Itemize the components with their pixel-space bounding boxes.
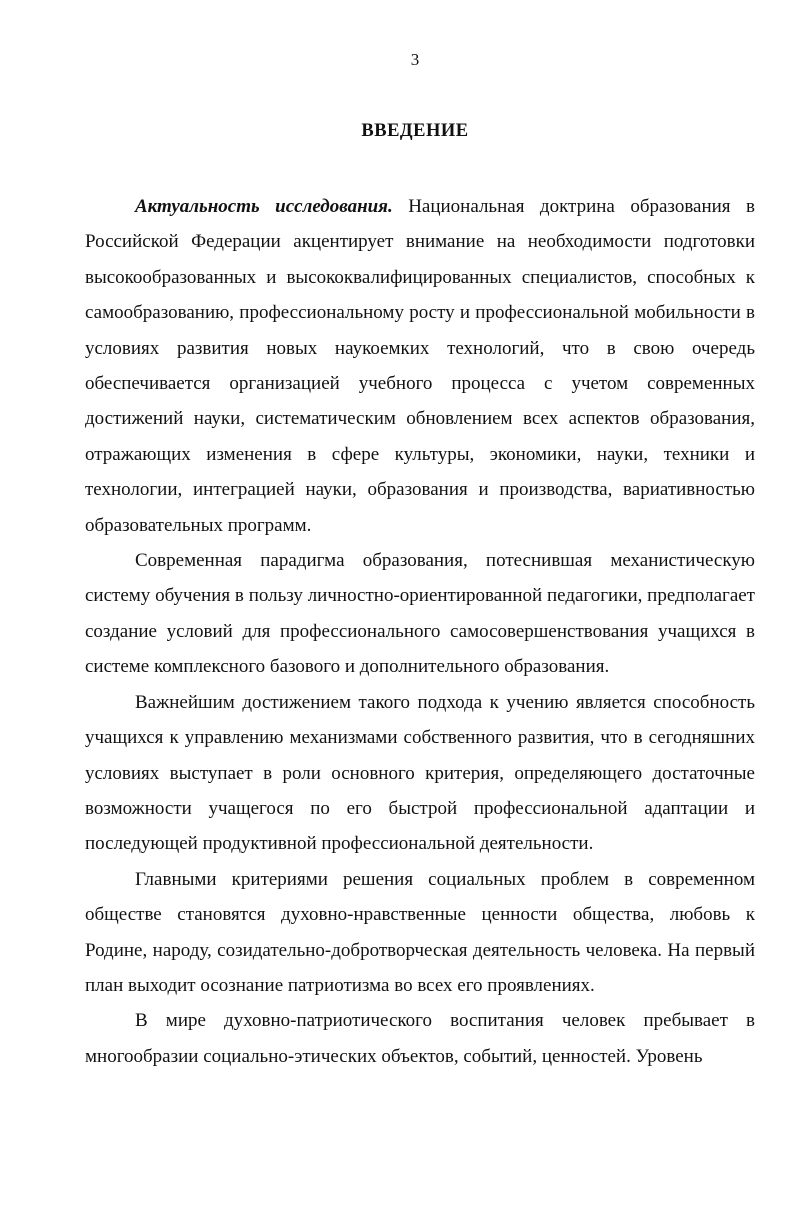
page-title: ВВЕДЕНИЕ xyxy=(361,121,469,141)
paragraph-achievement: Важнейшим достижением такого подхода к учению является способность учащихся к управлению механизмами собственного развития, что в сегодняшних условиях выступает в роли основного критерия, определяющего достаточные возможности учащегося по его быстрой профессиональной адаптации и последующей продуктивной профессиональной деятельности. xyxy=(85,691,755,855)
paragraph-paradigm: Современная парадигма образования, потеснившая механистическую систему обучения в пользу личностно-ориентированной педагогики, предполагает создание условий для профессионального самосовершенствования учащихся в системе комплексного базового и дополнительного образования. xyxy=(85,550,755,678)
body-text xyxy=(85,189,755,1074)
paragraph-lead: Актуальность исследования. xyxy=(135,196,393,217)
paragraph-relevance xyxy=(85,189,755,543)
paragraph-patriotic: В мире духовно-патриотического воспитания человек пребывает в многообразии социально-этических объектов, событий, ценностей. Уровень xyxy=(85,1010,755,1067)
paragraph-criteria: Главными критериями решения социальных проблем в современном обществе становятся духовно-нравственные ценности общества, любовь к Родине, народу, созидательно-добротворческая деятельность человека. На первый план выходит осознание патриотизма во всех его проявлениях. xyxy=(85,868,755,996)
paragraph-text: Национальная доктрина образования в Российской Федерации акцентирует внимание на необходимости подготовки высокообразованных и высококвалифицированных специалистов, способных к самообразованию, профессиональному росту и профессиональной мобильности в условиях развития новых наукоемких технологий, что в свою очередь обеспечивается организацией учебного процесса с учетом современных достижений науки, систематическим обновлением всех аспектов образования, отражающих изменения в сфере культуры, экономики, науки, техники и технологии, интеграцией науки, образования и производства, вариативностью образовательных программ. xyxy=(85,196,755,536)
page-number: 3 xyxy=(410,50,420,69)
